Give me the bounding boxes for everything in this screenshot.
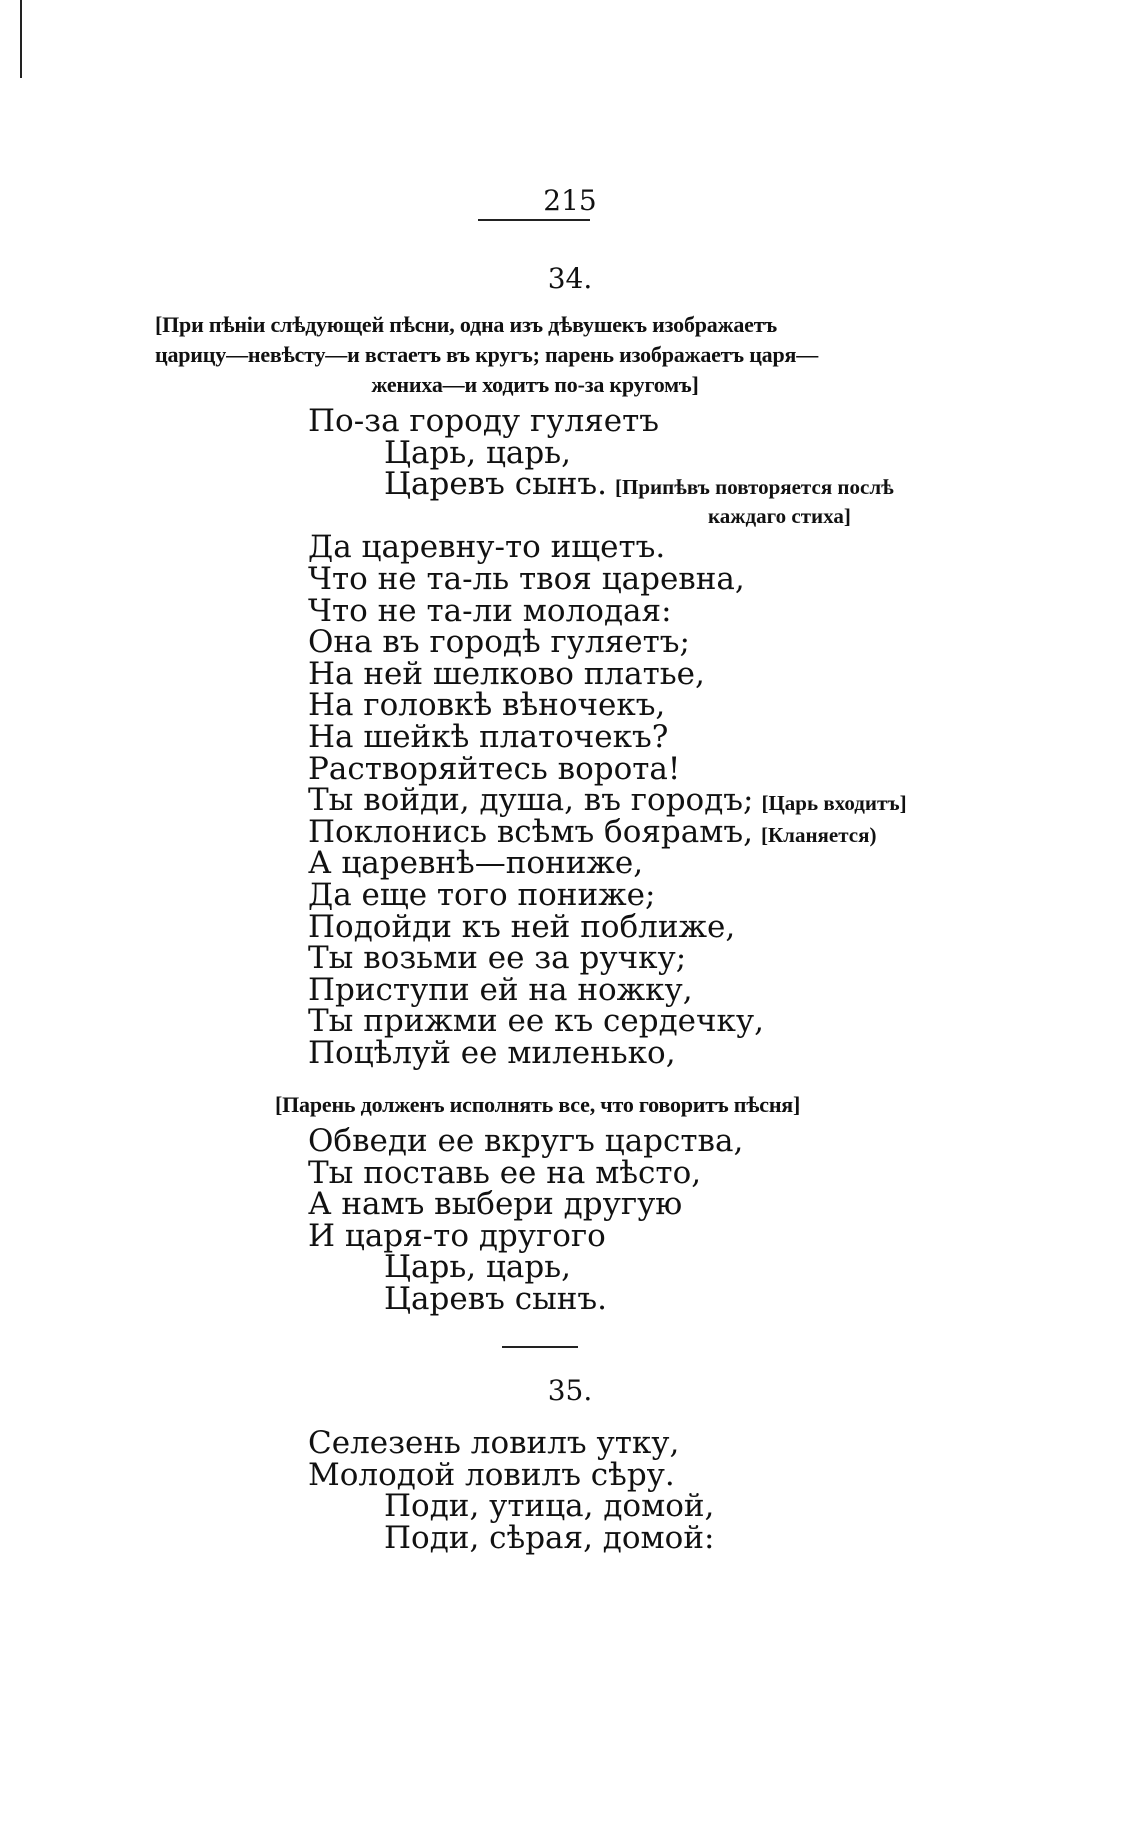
verse-line-indented: Поди, утица, домой, bbox=[384, 1488, 715, 1525]
verse-line: Да еще того пониже; bbox=[308, 876, 656, 913]
page-number: 215 bbox=[543, 184, 597, 217]
verse-line: По-за городу гуляетъ bbox=[308, 403, 659, 439]
verse-line: Подойди къ ней поближе, bbox=[308, 908, 736, 945]
song-34-verse-a bbox=[308, 403, 907, 1071]
refrain-line-with-note bbox=[308, 466, 907, 503]
song-34-mid-direction: [Парень долженъ исполнять все, что говоритъ пѣсня] bbox=[275, 1092, 801, 1117]
verse-line: Селезень ловилъ утку, bbox=[308, 1425, 680, 1461]
verse-line: Ты возьми ее за ручку; bbox=[308, 940, 687, 977]
verse-line: И царя-то другого bbox=[308, 1217, 606, 1254]
verse-text: Ты войди, душа, въ городъ; bbox=[308, 782, 754, 819]
verse-line: Что не та-ль твоя царевна, bbox=[308, 560, 745, 597]
verse-line: Обведи ее вкругъ царства, bbox=[308, 1123, 744, 1159]
verse-line: На шейкѣ платочекъ? bbox=[308, 718, 669, 755]
song-34-verse-b bbox=[308, 1123, 744, 1317]
refrain-line: Царевъ сынъ. bbox=[384, 1280, 608, 1317]
action-note: [Кланяется) bbox=[760, 822, 877, 847]
verse-line-indented: Поди, сѣрая, домой: bbox=[384, 1519, 715, 1556]
verse-line-with-note bbox=[308, 782, 907, 819]
verse-line: Да царевну-то ищетъ. bbox=[308, 529, 666, 566]
verse-line: Она въ городѣ гуляетъ; bbox=[308, 624, 690, 661]
song-34-number: 34. bbox=[547, 262, 593, 295]
verse-text: Поклонись всѣмъ боярамъ, bbox=[308, 813, 753, 850]
verse-line: Приступи ей на ножку, bbox=[308, 971, 693, 1008]
verse-line: На головкѣ вѣночекъ, bbox=[308, 687, 666, 724]
verse-line: А намъ выбери другую bbox=[308, 1186, 683, 1223]
stage-direction-line: [При пѣніи слѣдующей пѣсни, одна изъ дѣвушекъ изображаетъ bbox=[155, 312, 777, 337]
verse-line: На ней шелково платье, bbox=[308, 655, 705, 692]
section-separator bbox=[502, 1346, 578, 1348]
song-35-verse bbox=[308, 1425, 715, 1556]
verse-line: Растворяйтесь ворота! bbox=[308, 750, 681, 787]
refrain-note: [Припѣвъ повторяется послѣ bbox=[615, 475, 894, 500]
stage-direction-line: царицу—невѣсту—и встаетъ въ кругъ; парень изображаетъ царя— bbox=[155, 342, 819, 367]
song-35-number: 35. bbox=[547, 1374, 593, 1407]
page-number-rule bbox=[478, 219, 590, 221]
refrain-line: Царь, царь, bbox=[384, 434, 571, 471]
verse-line-with-note bbox=[308, 813, 907, 850]
verse-line: Ты прижми ее къ сердечку, bbox=[308, 1003, 764, 1040]
song-34-stage-direction bbox=[155, 310, 915, 400]
verse-line: Что не та-ли молодая: bbox=[308, 592, 672, 629]
action-note: [Царь входитъ] bbox=[761, 791, 907, 816]
verse-line: Ты поставь ее на мѣсто, bbox=[308, 1154, 702, 1191]
page-edge-mark bbox=[20, 0, 22, 78]
verse-line: Поцѣлуй ее миленько, bbox=[308, 1034, 676, 1071]
refrain-line: Царь, царь, bbox=[384, 1249, 571, 1286]
refrain-text: Царевъ сынъ. bbox=[384, 466, 608, 503]
stage-direction-line: жениха—и ходитъ по-за кругомъ] bbox=[371, 372, 699, 397]
refrain-note-continuation: каждаго стиха] bbox=[708, 503, 851, 528]
verse-line: Молодой ловилъ сѣру. bbox=[308, 1456, 675, 1493]
verse-line: А царевнѣ—пониже, bbox=[308, 845, 644, 882]
